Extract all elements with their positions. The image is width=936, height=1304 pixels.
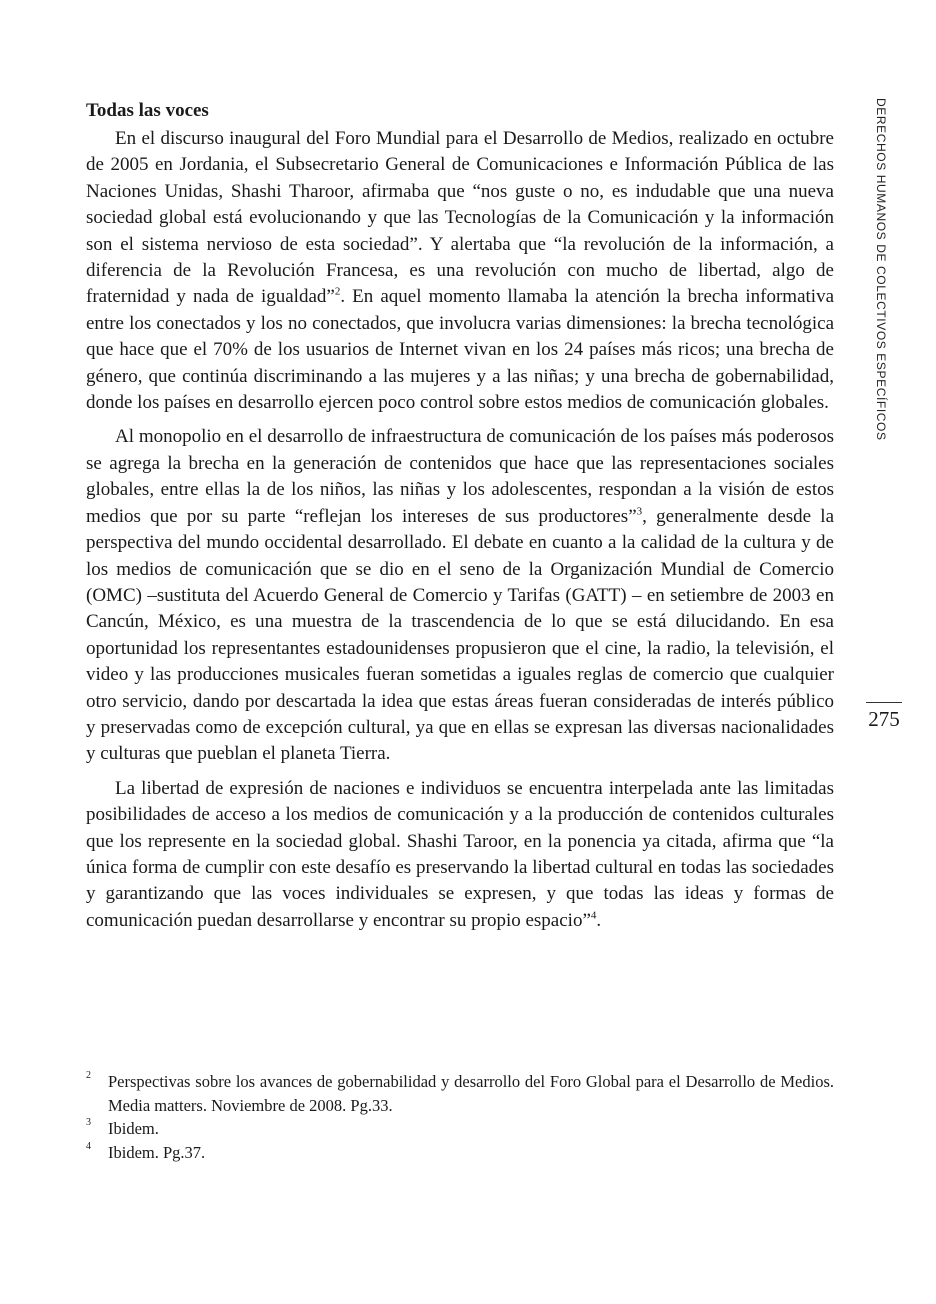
footnote-text: Ibidem.: [108, 1119, 159, 1138]
footnote-ref-2: 2: [334, 286, 341, 299]
paragraph-1-text-b: . En aquel momento llamaba la atención la brecha informativa entre los conectados y los no conectados, que involucra varias dimensiones: la brecha tecnológica que hace que el 70% de los usuarios de Internet vivan en los 24 países más ricos; una brecha de género, que continúa discriminando a las mujeres y a las niñas; y una brecha de gobernabilidad, donde los países en desarrollo ejercen poco control sobre estos medios de comunicación globales.: [86, 286, 835, 414]
footnotes: [86, 1070, 834, 1164]
section-heading: Todas las voces: [86, 100, 209, 121]
footnote-2: [86, 1070, 834, 1117]
main-text: [86, 98, 834, 942]
paragraph-3: [86, 776, 834, 934]
paragraph-1: [86, 126, 834, 416]
footnote-number: 4: [86, 1140, 91, 1152]
page-number-rule: [866, 702, 902, 703]
paragraph-2-text-a: Al monopolio en el desarrollo de infraestructura de comunicación de los países más poderosos se agrega la brecha en la generación de contenidos que hace que las representaciones sociales globales, entre ellas la de los niños, las niñas y los adolescentes, respondan a la visión de estos medios que por su parte “reflejan los intereses de sus productores”: [86, 426, 834, 527]
page-number: 275: [868, 707, 900, 731]
footnote-number: 3: [86, 1117, 91, 1128]
running-header-vertical: DERECHOS HUMANOS DE COLECTIVOS ESPECÍFICOS: [874, 98, 888, 441]
footnote-text: Ibidem. Pg.37.: [108, 1142, 206, 1162]
paragraph-1-text-a: En el discurso inaugural del Foro Mundial para el Desarrollo de Medios, realizado en octubre de 2005 en Jordania, el Subsecretario General de Comunicaciones e Información Pública de las Naciones Unidas, Shashi Tharoor, afirmaba que “nos guste o no, es indudable que una nueva sociedad global está evolucionando y que las Tecnologías de la Comunicación y la información son el sistema nervioso de esta sociedad”. Y alertaba que “la revolución de la información, a diferencia de la Revolución Francesa, es una revolución con mucho de libertad, algo de fraternidad y nada de igualdad”: [86, 128, 834, 308]
paragraph-3-text-b: .: [596, 909, 602, 931]
footnote-number: 2: [86, 1070, 91, 1081]
footnote-ref-3: 3: [636, 505, 643, 518]
footnote-3: [86, 1117, 834, 1141]
footnote-4: [86, 1141, 834, 1165]
paragraph-2: [86, 424, 834, 767]
footnote-text: Perspectivas sobre los avances de gobernabilidad y desarrollo del Foro Global para el Desarrollo de Medios. Media matters. Noviembre de 2008. Pg.33.: [108, 1072, 834, 1115]
paragraph-2-text-b: , generalmente desde la perspectiva del mundo occidental desarrollado. El debate en cuanto a la calidad de la cultura y de los medios de comunicación que se dio en el seno de la Organización Mundial de Comercio (OMC) –sustituta del Acuerdo General de Comercio y Tarifas (GATT) – en setiembre de 2003 en Cancún, México, es una muestra de la trascendencia de lo que se está dilucidando. En esa oportunidad los representantes estadounidenses propusieron que el cine, la radio, la televisión, el video y las producciones musicales fueran sometidas a iguales reglas de comercio que cualquier otro servicio, dando por descartada la idea que estas áreas fueran consideradas de interés público y preservadas como de excepción cultural, ya que en ellas se expresan las diversas nacionalidades y culturas que pueblan el planeta Tierra.: [86, 505, 834, 765]
paragraph-3-text-a: La libertad de expresión de naciones e individuos se encuentra interpelada ante las limitadas posibilidades de acceso a los medios de comunicación y a la producción de contenidos culturales que los represente en la sociedad global. Shashi Taroor, en la ponencia ya citada, afirma que “la única forma de cumplir con este desafío es preservando la libertad cultural en todas las sociedades y garantizando que las voces individuales se expresen, y que todas las ideas y formas de comunicación puedan desarrollarse y encontrar su propio espacio”: [86, 777, 834, 931]
footnote-ref-4: 4: [590, 909, 597, 922]
